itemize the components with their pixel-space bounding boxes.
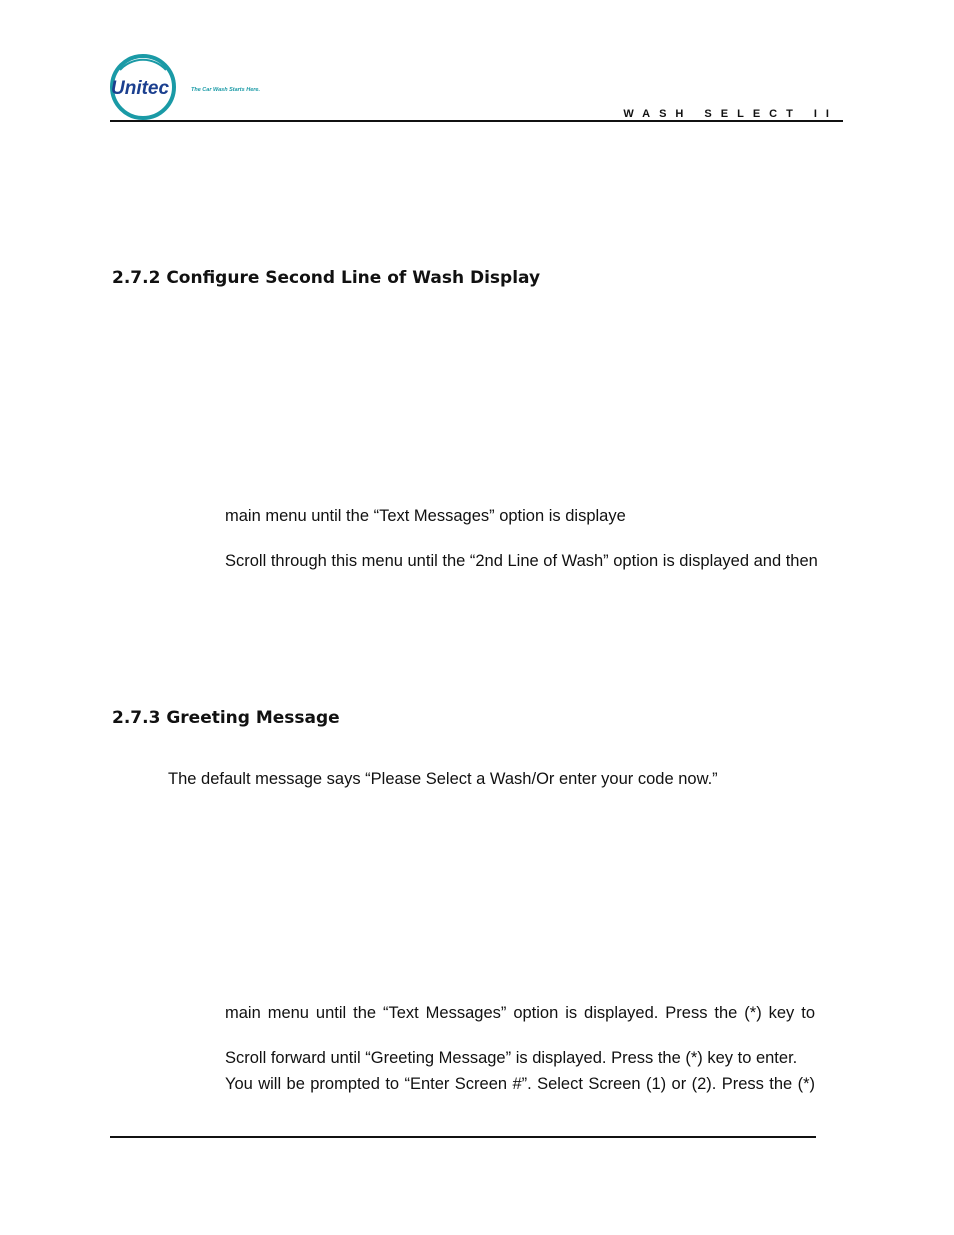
section-2-7-3-line-2: Scroll forward until “Greeting Message” is displayed. Press the (*) key to enter.: [225, 1049, 798, 1067]
paragraph-line: main menu until the “Text Messages” option is displaye: [225, 507, 626, 525]
footer-divider: [110, 1136, 816, 1138]
section-heading-2-7-3: 2.7.3 Greeting Message: [112, 708, 340, 728]
section-2-7-2-line-2: Scroll through this menu until the “2nd Line of Wash” option is displayed and then: [225, 552, 818, 570]
unitec-logo: [108, 52, 283, 122]
section-2-7-2-line-1: [225, 507, 644, 526]
logo-text: Unitec: [111, 78, 170, 99]
section-2-7-3-line-3: You will be prompted to “Enter Screen #”. Select Screen (1) or (2). Press the (*): [225, 1075, 815, 1093]
logo-tagline: The Car Wash Starts Here.: [191, 87, 260, 93]
header-divider: [110, 120, 843, 122]
document-title: WASH SELECT II: [623, 108, 838, 120]
section-2-7-3-intro: The default message says “Please Select a Wash/Or enter your code now.”: [168, 770, 718, 788]
section-heading-2-7-2: 2.7.2 Configure Second Line of Wash Display: [112, 268, 541, 288]
section-2-7-3-line-1: main menu until the “Text Messages” option is displayed. Press the (*) key to: [225, 1004, 815, 1022]
